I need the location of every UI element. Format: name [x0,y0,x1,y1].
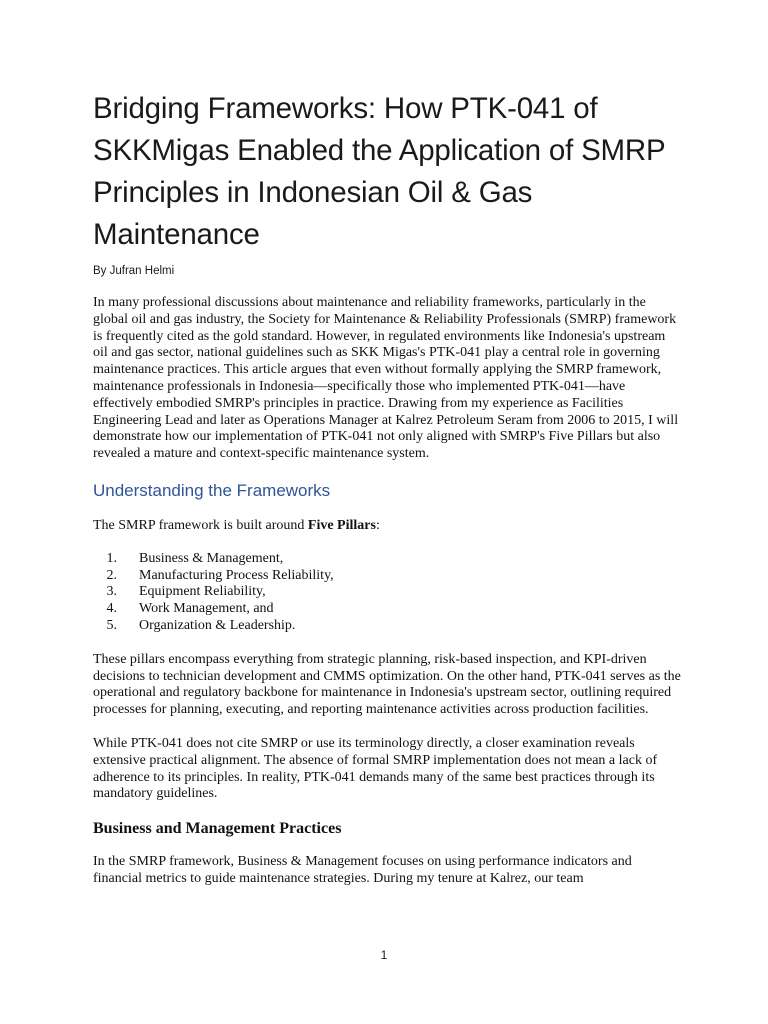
list-item-number: 5. [106,617,117,633]
author-byline: By Jufran Helmi [93,265,175,277]
list-item-number: 1. [106,550,117,566]
document-content [93,88,683,888]
list-item-text: Manufacturing Process Reliability, [139,567,334,583]
subheading-business-management: Business and Management Practices [93,820,342,838]
intro-paragraph: In many professional discussions about maintenance and reliability frameworks, particularly in the global oil and gas industry, the Society for Maintenance & Reliability Professionals (SMRP) framework is frequently cited as the gold standard. However, in regulated environments like Indonesia's upstream oil and gas sector, national guidelines such as SKK Migas's PTK-041 play a central role in governing maintenance practices. This article argues that even without formally applying the SMRP framework, maintenance professionals in Indonesia—specifically those who implemented PTK-041—have effectively embodied SMRP's principles in practice. Drawing from my experience as Facilities Engineering Lead and later as Operations Manager at Kalrez Petroleum Seram from 2006 to 2015, I will demonstrate how our implementation of PTK-041 not only aligned with SMRP's Five Pillars but also revealed a mature and context-specific maintenance system. [93,295,679,462]
business-management-paragraph: In the SMRP framework, Business & Management focuses on using performance indicators and financial metrics to guide maintenance strategies. During my tenure at Kalrez, our team [93,854,632,886]
list-item-text: Work Management, and [139,601,274,617]
smrp-intro-colon: : [375,517,380,533]
ptk-alignment-paragraph: While PTK-041 does not cite SMRP or use its terminology directly, a closer examination reveals extensive practical alignment. The absence of formal SMRP implementation does not mean a lack of adherence to its principles. In reality, PTK-041 demands many of the same best practices through its mandatory guidelines. [93,735,658,802]
pillars-description-paragraph: These pillars encompass everything from strategic planning, risk-based inspection, and KPI-driven decisions to technician development and CMMS optimization. On the other hand, PTK-041 serves as the operational and regulatory backbone for maintenance in Indonesia's upstream sector, outlining required processes for planning, executing, and reporting maintenance activities across production facilities. [93,651,681,718]
five-pillars-emphasis: Five Pillars [307,517,376,533]
document-title: Bridging Frameworks: How PTK-041 of SKKMigas Enabled the Application of SMRP Principles in Indonesian Oil & Gas Maintenance [93,92,665,251]
page-number: 1 [380,948,388,962]
list-item [93,568,683,585]
pillars-list [93,551,683,635]
list-item [93,551,683,568]
section-heading-frameworks: Understanding the Frameworks [93,480,331,500]
list-item-text: Business & Management, [139,550,284,566]
list-item [93,601,683,618]
smrp-intro-text: The SMRP framework is built around [93,517,308,533]
list-item [93,584,683,601]
list-item [93,618,683,635]
list-item-number: 3. [106,584,117,600]
list-item-text: Organization & Leadership. [139,617,296,633]
list-item-number: 4. [106,601,117,617]
smrp-intro-paragraph [93,518,683,535]
list-item-text: Equipment Reliability, [139,584,266,600]
list-item-number: 2. [106,567,117,583]
